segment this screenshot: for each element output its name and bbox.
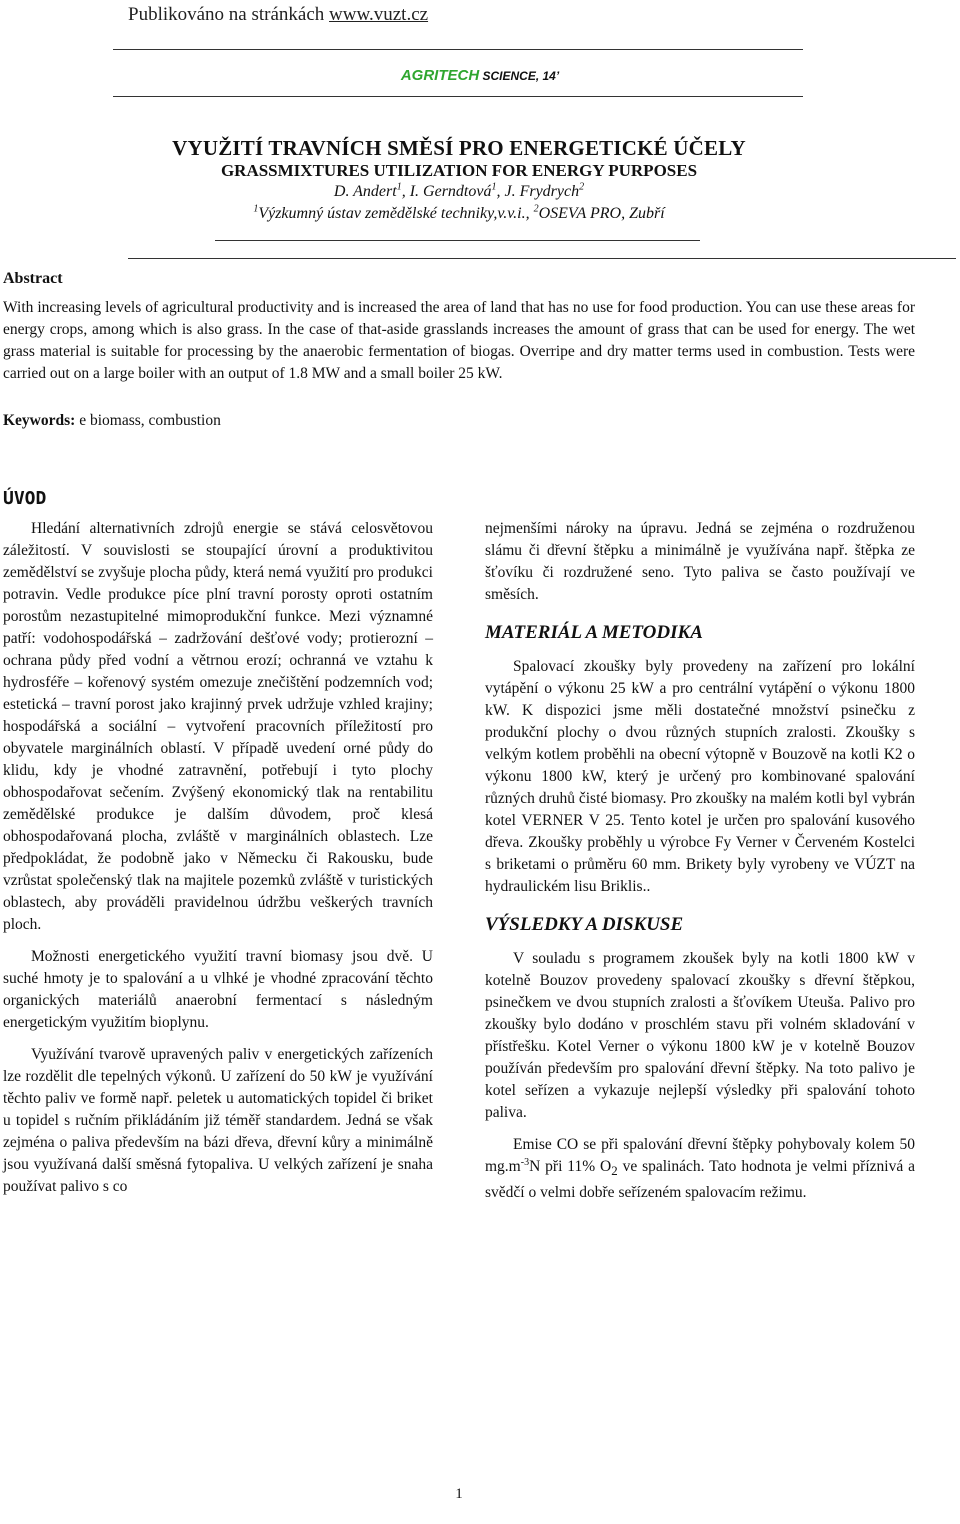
authors: D. Andert$^1$, I. Gerndtová$^1$, J. Frydrych$^2$ (333, 181, 585, 200)
keywords (3, 412, 221, 430)
material-paragraph-1: Spalovací zkoušky byly provedeny na zařízení pro lokální vytápění o výkonu 25 kW a pro centrální vytápění o výkonu 1800 kW. K dispozici jsme měli dostatečné množství psinečku z produkční plochy o dvou různých stupních zralosti. Zkoušky s velkým kotlem proběhli na obecní výtopně v Bouzově na kotli K2 o výkonu 1800 kW, který je určený pro kombinované spalování různých druhů čisté biomasy. Pro zkoušky na malém kotli byl vybrán kotel VERNER V 25. Tento kotel je určen pro spalování kusového dřeva. Zkoušky proběhly u výrobce Fy Verner v Červeném Kostelci s briketami o průměru 60 mm. Brikety byly vyrobeny ve VÚZT na hydraulickém lisu Briklis.. (485, 658, 915, 895)
abstract-heading: Abstract (3, 270, 63, 287)
uvod-paragraph-2: Možnosti energetického využití travní biomasy jsou dvě. U suché hmoty je to spalování a u vlhké je vhodné zpracování těchto organických materiálů anaerobní fermentací s následným energetickým využitím bioplynu. (3, 948, 433, 1031)
header-rule-bottom (113, 96, 803, 97)
title-czech: VYUŽITÍ TRAVNÍCH SMĚSÍ PRO ENERGETICKÉ ÚČELY (172, 136, 746, 160)
published-note (128, 4, 428, 26)
uvod-paragraph-4: nejmenšími nároky na úpravu. Jedná se zejména o rozdruženou slámu či dřevní štěpku a minimálně je využívána např. štěpka ze šťovíku či rozdružené seno. Tyto paliva se často používají ve směsích. (485, 520, 915, 603)
uvod-paragraph-1: Hledání alternativních zdrojů energie se stává celosvětovou záležitostí. V souvislosti se stoupající úrovní a produktivitou zemědělství se zvyšuje plocha půdy, která nemá využití pro produkci potravin. Vedle produkce píce plní travní porosty oproti ostatním porostům nezastupitelné mimoprodukční funkce. Mezi významné patří: vodohospodářská – zadržování dešťové vody; protierozní – ochrana půdy před vodní a větrnou erozí; ochranná ve vztahu k hydrosféře – kořenový systém omezuje znečištění podzemních vod; estetická – travní porost jako krajinný prvek udržuje vzhled krajiny; hospodářská a sociální – vytvoření pracovních příležitostí pro obyvatele marginálních oblastí. V případě uvedení orné půdy do klidu, kdy je vhodné zatravnění, potřebují i tyto plochy obhospodařovat sečením. Zvýšený ekonomický tlak na rentabilitu zemědělské produkce je dalším důvodem, proč klesá obhospodařovaná plocha, zvláště v marginálních oblastech. Lze předpokládat, že podobně jako v Německu či Rakousku, bude vzrůstat společenský tlak na majitele pozemků zvláště v turistických oblastech, aby prováděli pravidelnou údržbu veškerých travních ploch. (3, 520, 433, 933)
title-rule-short (215, 240, 700, 241)
keywords-value: e biomass, combustion (75, 412, 221, 429)
journal-name (0, 67, 960, 84)
right-column (485, 518, 915, 1214)
keywords-label: Keywords: (3, 412, 76, 429)
vysledky-paragraph-1: V souladu s programem zkoušek byly na kotli 1800 kW v kotelně Bouzov provedeny spalovací zkoušky s dřevní štěpkou, psinečkem ve dvou stupních zralosti a šťovíkem Uteuša. Palivo pro zkoušky bylo dodáno v proschlém stavu při volném skladování v přístřešku. Kotel Verner o výkonu 1800 kW je v kotelně Bouzov používán především pro spalování dřevní štěpky. Na toto palivo je kotel seřízen a vykazuje nejlepší výsledky při spalování tohoto paliva. (485, 950, 915, 1121)
abstract-text: With increasing levels of agricultural productivity and is increased the area of land that has no use for food production. You can use these areas for energy crops, among which is also grass. In the case of that-aside grasslands increases the amount of grass that can be used for energy. The wet grass material is suitable for processing by the anaerobic fermentation of biogas. Overripe and dry matter terms used in combustion. Tests were carried out on a large boiler with an output of 1.8 MW and a small boiler 25 kW. (3, 299, 915, 382)
section-heading-material: MATERIÁL A METODIKA (485, 622, 703, 643)
affiliations: $^1$Výzkumný ústav zemědělské techniky,v.v.i., $^2$OSEVA PRO, Zubří (253, 203, 665, 222)
section-heading-uvod: ÚVOD (3, 488, 47, 509)
uvod-paragraph-3: Využívání tvarově upravených paliv v energetických zařízeních lze rozdělit dle tepelných výkonů. U zařízení do 50 kW je využívání těchto paliv ve formě např. peletek u automatických topidel či briket u topidel s ručním přikládáním již téměř standardem. Jedná se však zejména o paliva především na bázi dřeva, dřevní kůry a minimálně jsou využívaná další směsná fytopaliva. U velkých zařízení je snaha používat palivo s co (3, 1046, 433, 1195)
journal-agritech: AGRITECH (400, 67, 480, 84)
section-heading-vysledky: VÝSLEDKY A DISKUSE (485, 914, 684, 935)
page-number: 1 (455, 1486, 463, 1502)
left-column (3, 518, 433, 1208)
published-link[interactable]: www.vuzt.cz (329, 4, 429, 25)
title-rule-long (128, 258, 956, 259)
published-prefix: Publikováno na stránkách (128, 4, 330, 25)
title-english: GRASSMIXTURES UTILIZATION FOR ENERGY PURPOSES (220, 161, 698, 180)
vysledky-paragraph-2: Emise CO se při spalování dřevní štěpky pohybovaly kolem 50 $mg.m^{-3}N$ při 11% $O_2$ ve spalinách. Tato hodnota je velmi příznivá a svědčí o velmi dobře seřízeném spalovacím režimu. (485, 1136, 915, 1202)
header-rule-top (113, 49, 803, 50)
journal-science: SCIENCE, 14’ (479, 69, 560, 83)
